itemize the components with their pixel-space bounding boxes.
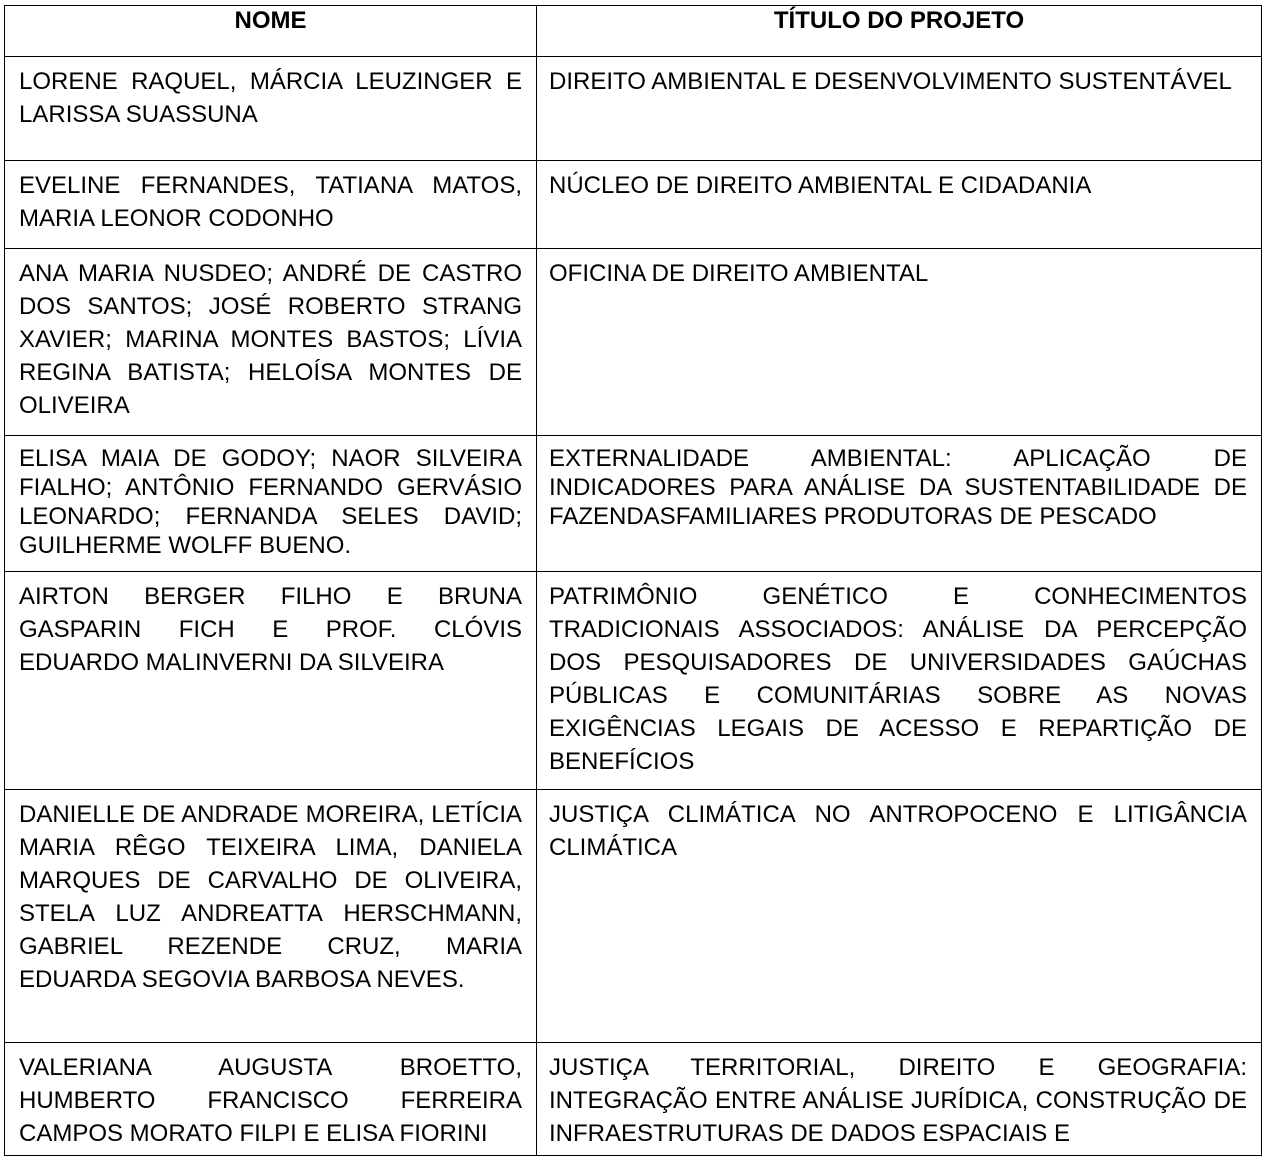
cell-titulo: PATRIMÔNIO GENÉTICO E CONHECIMENTOS TRADICIONAIS ASSOCIADOS: ANÁLISE DA PERCEPÇÃO DOS PESQUISADORES DE UNIVERSIDADES GAÚCHAS PÚBLICAS E COMUNITÁRIAS SOBRE AS NOVAS EXIGÊNCIAS LEGAIS DE ACESSO E REPARTIÇÃO DE BENEFÍCIOS <box>537 572 1262 790</box>
projects-table <box>4 5 1262 1156</box>
cell-nome: ANA MARIA NUSDEO; ANDRÉ DE CASTRO DOS SANTOS; JOSÉ ROBERTO STRANG XAVIER; MARINA MONTES BASTOS; LÍVIA REGINA BATISTA; HELOÍSA MONTES DE OLIVEIRA <box>5 249 537 436</box>
cell-titulo: JUSTIÇA TERRITORIAL, DIREITO E GEOGRAFIA: INTEGRAÇÃO ENTRE ANÁLISE JURÍDICA, CONSTRUÇÃO DE INFRAESTRUTURAS DE DADOS ESPACIAIS E <box>537 1043 1262 1156</box>
table-header-row <box>5 6 1262 57</box>
header-titulo: TÍTULO DO PROJETO <box>537 6 1262 57</box>
cell-titulo: NÚCLEO DE DIREITO AMBIENTAL E CIDADANIA <box>537 161 1262 249</box>
cell-titulo: JUSTIÇA CLIMÁTICA NO ANTROPOCENO E LITIGÂNCIA CLIMÁTICA <box>537 790 1262 1043</box>
table-row <box>5 57 1262 161</box>
header-nome: NOME <box>5 6 537 57</box>
cell-titulo: OFICINA DE DIREITO AMBIENTAL <box>537 249 1262 436</box>
cell-nome: ELISA MAIA DE GODOY; NAOR SILVEIRA FIALHO; ANTÔNIO FERNANDO GERVÁSIO LEONARDO; FERNANDA SELES DAVID; GUILHERME WOLFF BUENO. <box>5 436 537 572</box>
cell-nome: EVELINE FERNANDES, TATIANA MATOS, MARIA LEONOR CODONHO <box>5 161 537 249</box>
table-row <box>5 572 1262 790</box>
cell-nome: AIRTON BERGER FILHO E BRUNA GASPARIN FICH E PROF. CLÓVIS EDUARDO MALINVERNI DA SILVEIRA <box>5 572 537 790</box>
table-row <box>5 436 1262 572</box>
table-row <box>5 790 1262 1043</box>
table-row <box>5 1043 1262 1156</box>
cell-nome: VALERIANA AUGUSTA BROETTO, HUMBERTO FRANCISCO FERREIRA CAMPOS MORATO FILPI E ELISA FIORINI <box>5 1043 537 1156</box>
cell-nome: LORENE RAQUEL, MÁRCIA LEUZINGER E LARISSA SUASSUNA <box>5 57 537 161</box>
cell-titulo: EXTERNALIDADE AMBIENTAL: APLICAÇÃO DE INDICADORES PARA ANÁLISE DA SUSTENTABILIDADE DE FAZENDASFAMILIARES PRODUTORAS DE PESCADO <box>537 436 1262 572</box>
cell-titulo: DIREITO AMBIENTAL E DESENVOLVIMENTO SUSTENTÁVEL <box>537 57 1262 161</box>
table-row <box>5 249 1262 436</box>
table-row <box>5 161 1262 249</box>
cell-nome: DANIELLE DE ANDRADE MOREIRA, LETÍCIA MARIA RÊGO TEIXEIRA LIMA, DANIELA MARQUES DE CARVALHO DE OLIVEIRA, STELA LUZ ANDREATTA HERSCHMANN, GABRIEL REZENDE CRUZ, MARIA EDUARDA SEGOVIA BARBOSA NEVES. <box>5 790 537 1043</box>
